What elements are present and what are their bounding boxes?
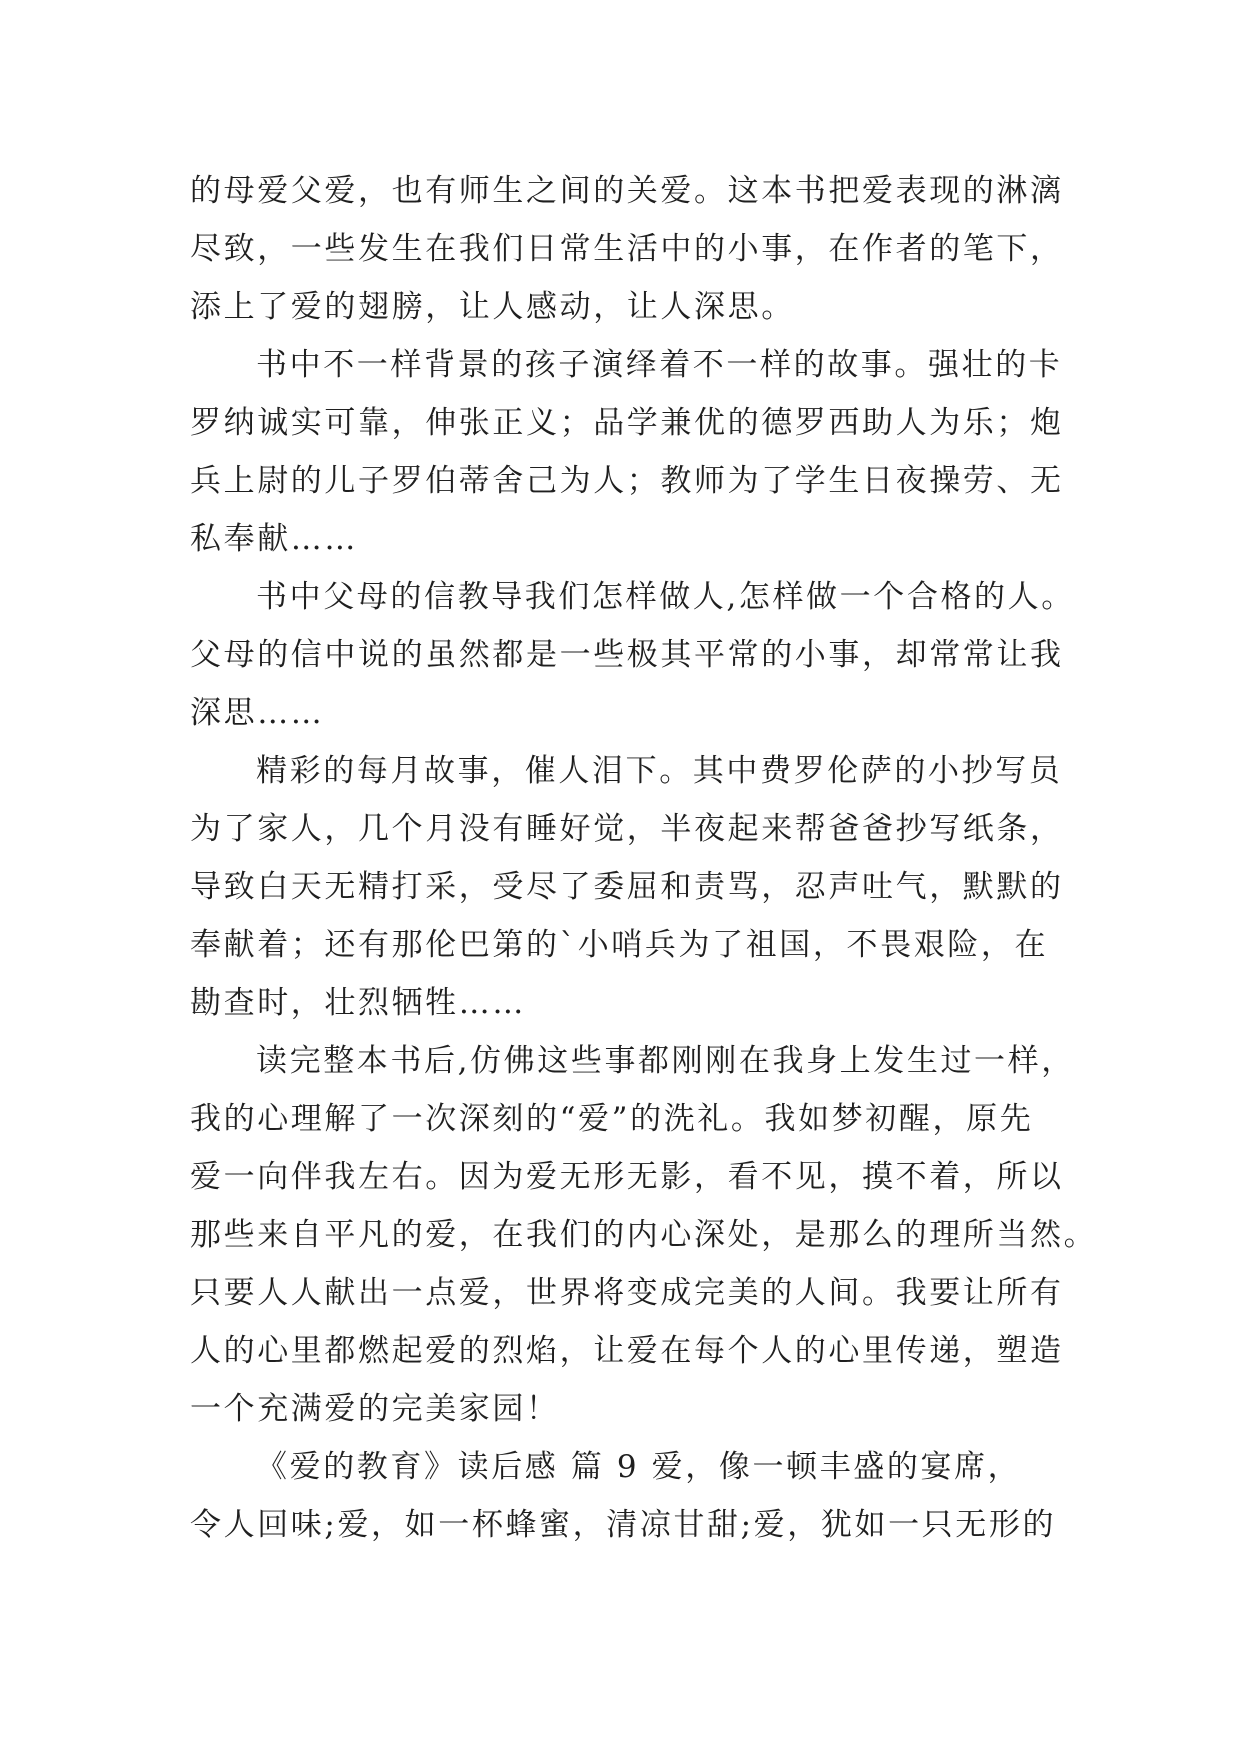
text-line: 父母的信中说的虽然都是一些极其平常的小事，却常常让我 [190, 637, 1064, 673]
text-line: 书中父母的信教导我们怎样做人,怎样做一个合格的人。 [256, 579, 1075, 615]
text-line: 勘查时，壮烈牺牲…… [190, 985, 526, 1021]
text-line: 为了家人，几个月没有睡好觉，半夜起来帮爸爸抄写纸条， [190, 811, 1064, 847]
text-line: 深思…… [190, 695, 325, 731]
text-line: 人的心里都燃起爱的烈焰，让爱在每个人的心里传递，塑造 [190, 1333, 1064, 1369]
text-line: 精彩的每月故事，催人泪下。其中费罗伦萨的小抄写员 [256, 753, 1063, 789]
text-line: 我的心理解了一次深刻的“爱”的洗礼。我如梦初醒，原先 [190, 1101, 1034, 1137]
text-line: 导致白天无精打采，受尽了委屈和责骂，忍声吐气，默默的 [190, 869, 1064, 905]
document-body [190, 162, 1098, 1554]
text-line: 那些来自平凡的爱，在我们的内心深处，是那么的理所当然。 [190, 1217, 1098, 1253]
text-line: 罗纳诚实可靠，伸张正义；品学兼优的德罗西助人为乐；炮 [190, 405, 1064, 441]
text-line: 只要人人献出一点爱，世界将变成完美的人间。我要让所有 [190, 1275, 1064, 1311]
text-line: 《爱的教育》读后感 篇 9 爱，像一顿丰盛的宴席， [256, 1449, 1022, 1485]
text-line: 令人回味;爱，如一杯蜂蜜，清凉甘甜;爱，犹如一只无形的 [190, 1507, 1057, 1543]
text-line: 书中不一样背景的孩子演绎着不一样的故事。强壮的卡 [256, 347, 1063, 383]
text-line: 读完整本书后,仿佛这些事都刚刚在我身上发生过一样， [256, 1043, 1075, 1079]
text-line: 奉献着；还有那伦巴第的`小哨兵为了祖国，不畏艰险，在 [190, 927, 1049, 963]
text-line: 的母爱父爱，也有师生之间的关爱。这本书把爱表现的淋漓 [190, 173, 1064, 209]
text-line: 私奉献…… [190, 521, 358, 557]
text-line: 兵上尉的儿子罗伯蒂舍己为人；教师为了学生日夜操劳、无 [190, 463, 1064, 499]
text-line: 添上了爱的翅膀，让人感动，让人深思。 [190, 289, 795, 325]
text-line: 尽致，一些发生在我们日常生活中的小事，在作者的笔下， [190, 231, 1064, 267]
text-line: 一个充满爱的完美家园！ [190, 1391, 560, 1427]
text-line: 爱一向伴我左右。因为爱无形无影，看不见，摸不着，所以 [190, 1159, 1064, 1195]
